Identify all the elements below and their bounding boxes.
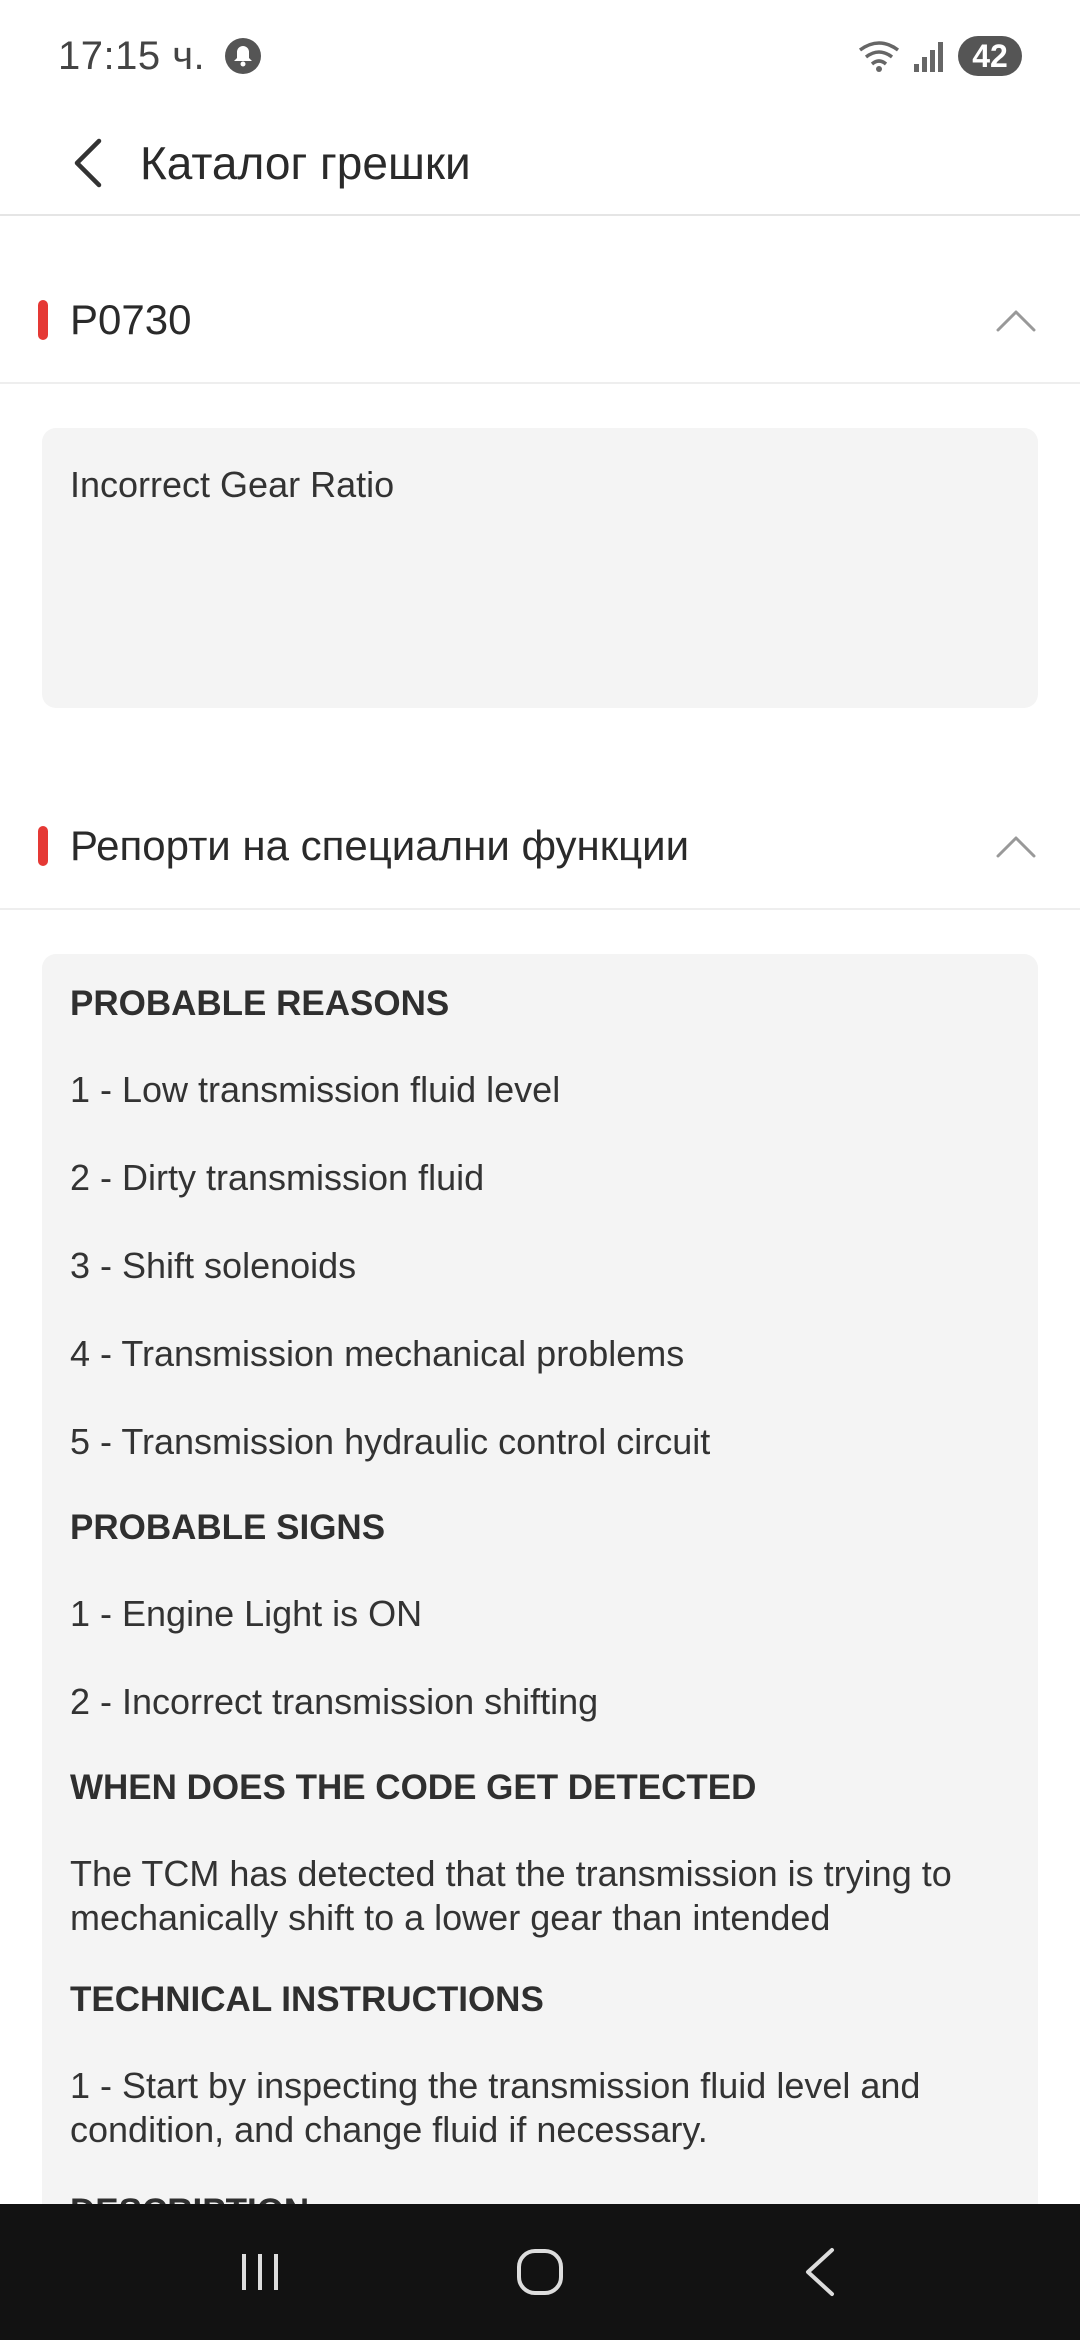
recents-icon (236, 2248, 284, 2296)
list-item: 1 - Low transmission fluid level (70, 1069, 561, 1110)
recents-button[interactable] (220, 2232, 300, 2312)
system-back-button[interactable] (780, 2232, 860, 2312)
navigation-bar (0, 2204, 1080, 2340)
code-section-left (38, 296, 191, 344)
reasons-heading: PROBABLE REASONS (70, 984, 450, 1023)
chevron-up-icon[interactable] (992, 304, 1040, 336)
code-section-title: P0730 (70, 296, 192, 343)
code-description-box (42, 428, 1038, 708)
signs-heading: PROBABLE SIGNS (70, 1508, 386, 1547)
status-right (856, 36, 1022, 76)
wifi-icon (856, 38, 902, 74)
list-item: 1 - Engine Light is ON (70, 1593, 423, 1634)
list-item: 2 - Dirty transmission fluid (70, 1157, 485, 1198)
code-section-header[interactable] (0, 258, 1080, 384)
list-item: 4 - Transmission mechanical problems (70, 1333, 685, 1374)
list-item: 2 - Incorrect transmission shifting (70, 1681, 599, 1722)
technical-text: 1 - Start by inspecting the transmission fluid level and condition, and change fluid if necessary. (70, 2065, 921, 2150)
page-title: Каталог грешки (140, 137, 471, 189)
status-left (58, 34, 263, 79)
bell-icon (223, 36, 263, 76)
reports-section-header[interactable] (0, 784, 1080, 910)
technical-heading: TECHNICAL INSTRUCTIONS (70, 1980, 544, 2019)
app-header (0, 112, 1080, 216)
accent-bar (38, 300, 48, 340)
back-button[interactable] (62, 135, 112, 191)
battery-indicator: 42 (958, 36, 1022, 76)
accent-bar (38, 826, 48, 866)
status-bar (0, 0, 1080, 112)
list-item: 3 - Shift solenoids (70, 1245, 357, 1286)
home-button[interactable] (500, 2232, 580, 2312)
detected-heading: WHEN DOES THE CODE GET DETECTED (70, 1768, 757, 1807)
home-icon (514, 2246, 566, 2298)
list-item: 5 - Transmission hydraulic control circuit (70, 1421, 711, 1462)
chevron-up-icon[interactable] (992, 830, 1040, 862)
reports-section-title: Репорти на специални функции (70, 822, 690, 869)
signal-icon (912, 38, 948, 74)
status-time: 17:15 ч. (58, 33, 206, 78)
detected-text: The TCM has detected that the transmission is trying to mechanically shift to a lower gear than intended (70, 1853, 952, 1938)
reports-section-left (38, 822, 689, 870)
back-icon (800, 2246, 840, 2298)
code-description: Incorrect Gear Ratio (70, 464, 395, 505)
reports-box (42, 954, 1038, 2340)
chevron-left-icon (71, 137, 103, 189)
